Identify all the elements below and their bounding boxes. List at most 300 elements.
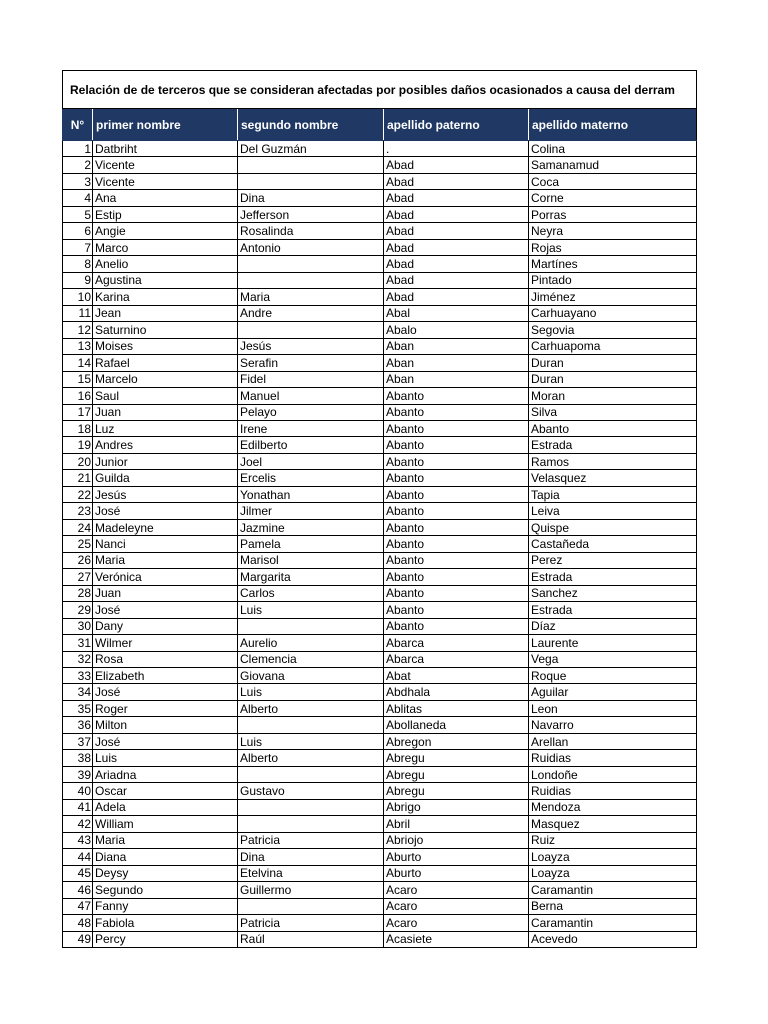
cell-primer-nombre: Marcelo: [93, 371, 238, 387]
cell-primer-nombre: Saturnino: [93, 322, 238, 338]
header-apellido-materno: apellido materno: [529, 109, 697, 141]
cell-apellido-paterno: Abanto: [384, 503, 529, 519]
table-row: [63, 371, 697, 387]
cell-segundo-nombre: [238, 173, 384, 189]
cell-apellido-materno: Quispe: [529, 519, 697, 535]
table-row: [63, 355, 697, 371]
cell-primer-nombre: Jean: [93, 305, 238, 321]
cell-apellido-paterno: Abanto: [384, 420, 529, 436]
table-row: [63, 519, 697, 535]
cell-segundo-nombre: [238, 256, 384, 272]
cell-segundo-nombre: Pelayo: [238, 404, 384, 420]
cell-primer-nombre: Verónica: [93, 569, 238, 585]
cell-apellido-paterno: .: [384, 141, 529, 157]
cell-apellido-materno: Ramos: [529, 453, 697, 469]
cell-primer-nombre: Wilmer: [93, 635, 238, 651]
cell-numero: 19: [63, 437, 93, 453]
table-row: [63, 157, 697, 173]
cell-numero: 26: [63, 552, 93, 568]
table-row: [63, 783, 697, 799]
cell-segundo-nombre: Jilmer: [238, 503, 384, 519]
cell-primer-nombre: Nanci: [93, 536, 238, 552]
cell-apellido-paterno: Abanto: [384, 618, 529, 634]
cell-apellido-materno: Ruidias: [529, 750, 697, 766]
cell-segundo-nombre: Alberto: [238, 700, 384, 716]
cell-primer-nombre: Guilda: [93, 470, 238, 486]
cell-primer-nombre: Luis: [93, 750, 238, 766]
cell-numero: 29: [63, 602, 93, 618]
cell-segundo-nombre: Manuel: [238, 388, 384, 404]
cell-apellido-paterno: Abanto: [384, 486, 529, 502]
header-numero: N°: [63, 109, 93, 141]
cell-apellido-materno: Samanamud: [529, 157, 697, 173]
table-row: [63, 832, 697, 848]
cell-apellido-materno: Colina: [529, 141, 697, 157]
cell-primer-nombre: Rafael: [93, 355, 238, 371]
table-row: [63, 651, 697, 667]
cell-numero: 20: [63, 453, 93, 469]
cell-apellido-paterno: Acasiete: [384, 931, 529, 947]
cell-apellido-materno: Sanchez: [529, 585, 697, 601]
table-row: [63, 602, 697, 618]
table-row: [63, 206, 697, 222]
cell-apellido-paterno: Abregon: [384, 733, 529, 749]
cell-apellido-paterno: Abad: [384, 289, 529, 305]
cell-apellido-paterno: Abal: [384, 305, 529, 321]
cell-segundo-nombre: Jazmine: [238, 519, 384, 535]
table-row: [63, 766, 697, 782]
table-row: [63, 289, 697, 305]
cell-apellido-paterno: Abat: [384, 668, 529, 684]
cell-primer-nombre: José: [93, 684, 238, 700]
cell-apellido-paterno: Abril: [384, 816, 529, 832]
table-row: [63, 190, 697, 206]
table-row: [63, 684, 697, 700]
cell-apellido-materno: Carhuayano: [529, 305, 697, 321]
cell-apellido-paterno: Abad: [384, 157, 529, 173]
cell-numero: 38: [63, 750, 93, 766]
cell-numero: 49: [63, 931, 93, 947]
cell-apellido-materno: Aguilar: [529, 684, 697, 700]
cell-primer-nombre: José: [93, 503, 238, 519]
cell-apellido-materno: Ruidias: [529, 783, 697, 799]
cell-numero: 33: [63, 668, 93, 684]
cell-apellido-paterno: Abanto: [384, 536, 529, 552]
title-row: [63, 71, 697, 109]
cell-apellido-materno: Leiva: [529, 503, 697, 519]
cell-primer-nombre: Fanny: [93, 898, 238, 914]
cell-apellido-paterno: Abanto: [384, 602, 529, 618]
cell-numero: 25: [63, 536, 93, 552]
table-row: [63, 849, 697, 865]
cell-segundo-nombre: Guillermo: [238, 882, 384, 898]
cell-numero: 40: [63, 783, 93, 799]
cell-numero: 39: [63, 766, 93, 782]
table-row: [63, 437, 697, 453]
table-row: [63, 420, 697, 436]
cell-primer-nombre: Vicente: [93, 173, 238, 189]
cell-primer-nombre: Ariadna: [93, 766, 238, 782]
cell-numero: 11: [63, 305, 93, 321]
cell-numero: 32: [63, 651, 93, 667]
cell-apellido-paterno: Abdhala: [384, 684, 529, 700]
cell-numero: 23: [63, 503, 93, 519]
table-row: [63, 569, 697, 585]
cell-numero: 24: [63, 519, 93, 535]
cell-numero: 48: [63, 915, 93, 931]
cell-segundo-nombre: Andre: [238, 305, 384, 321]
cell-segundo-nombre: [238, 898, 384, 914]
cell-apellido-paterno: Abanto: [384, 404, 529, 420]
cell-segundo-nombre: [238, 717, 384, 733]
cell-apellido-materno: Londoñe: [529, 766, 697, 782]
cell-primer-nombre: Fabiola: [93, 915, 238, 931]
table-row: [63, 668, 697, 684]
cell-segundo-nombre: Del Guzmán: [238, 141, 384, 157]
table-row: [63, 239, 697, 255]
cell-apellido-materno: Caramantin: [529, 882, 697, 898]
cell-apellido-materno: Segovia: [529, 322, 697, 338]
cell-segundo-nombre: Ercelis: [238, 470, 384, 486]
table-row: [63, 536, 697, 552]
cell-apellido-paterno: Acaro: [384, 915, 529, 931]
table-row: [63, 931, 697, 947]
cell-apellido-materno: Vega: [529, 651, 697, 667]
cell-numero: 30: [63, 618, 93, 634]
cell-segundo-nombre: Joel: [238, 453, 384, 469]
table-row: [63, 915, 697, 931]
cell-apellido-paterno: Abriojo: [384, 832, 529, 848]
cell-primer-nombre: Andres: [93, 437, 238, 453]
table-row: [63, 453, 697, 469]
cell-apellido-materno: Carhuapoma: [529, 338, 697, 354]
cell-numero: 5: [63, 206, 93, 222]
cell-segundo-nombre: [238, 766, 384, 782]
cell-segundo-nombre: [238, 322, 384, 338]
table-row: [63, 750, 697, 766]
cell-primer-nombre: Karina: [93, 289, 238, 305]
cell-primer-nombre: Milton: [93, 717, 238, 733]
cell-numero: 14: [63, 355, 93, 371]
table-row: [63, 141, 697, 157]
cell-apellido-paterno: Ablitas: [384, 700, 529, 716]
cell-primer-nombre: Estip: [93, 206, 238, 222]
cell-primer-nombre: Junior: [93, 453, 238, 469]
cell-segundo-nombre: Luis: [238, 733, 384, 749]
cell-apellido-materno: Duran: [529, 355, 697, 371]
cell-segundo-nombre: Serafin: [238, 355, 384, 371]
table-row: [63, 635, 697, 651]
table-row: [63, 173, 697, 189]
cell-segundo-nombre: Patricia: [238, 832, 384, 848]
cell-numero: 36: [63, 717, 93, 733]
table-row: [63, 700, 697, 716]
cell-segundo-nombre: Maria: [238, 289, 384, 305]
cell-primer-nombre: Rosa: [93, 651, 238, 667]
cell-numero: 18: [63, 420, 93, 436]
cell-numero: 16: [63, 388, 93, 404]
cell-primer-nombre: Marco: [93, 239, 238, 255]
header-apellido-paterno: apellido paterno: [384, 109, 529, 141]
cell-apellido-paterno: Acaro: [384, 898, 529, 914]
table-row: [63, 552, 697, 568]
table-row: [63, 470, 697, 486]
cell-apellido-materno: Loayza: [529, 849, 697, 865]
cell-segundo-nombre: [238, 618, 384, 634]
cell-numero: 9: [63, 272, 93, 288]
cell-primer-nombre: Adela: [93, 799, 238, 815]
table-row: [63, 898, 697, 914]
cell-segundo-nombre: Marisol: [238, 552, 384, 568]
cell-numero: 41: [63, 799, 93, 815]
table-row: [63, 272, 697, 288]
cell-segundo-nombre: [238, 157, 384, 173]
cell-segundo-nombre: Edilberto: [238, 437, 384, 453]
table-row: [63, 388, 697, 404]
cell-primer-nombre: Agustina: [93, 272, 238, 288]
table-row: [63, 816, 697, 832]
cell-segundo-nombre: Clemencia: [238, 651, 384, 667]
cell-apellido-paterno: Aban: [384, 338, 529, 354]
cell-segundo-nombre: Aurelio: [238, 635, 384, 651]
cell-segundo-nombre: [238, 799, 384, 815]
cell-primer-nombre: Moises: [93, 338, 238, 354]
cell-apellido-materno: Berna: [529, 898, 697, 914]
table-row: [63, 799, 697, 815]
cell-apellido-materno: Silva: [529, 404, 697, 420]
cell-primer-nombre: Deysy: [93, 865, 238, 881]
cell-apellido-materno: Caramantin: [529, 915, 697, 931]
table-row: [63, 882, 697, 898]
cell-numero: 37: [63, 733, 93, 749]
table-row: [63, 223, 697, 239]
cell-segundo-nombre: Patricia: [238, 915, 384, 931]
table-row: [63, 618, 697, 634]
cell-numero: 13: [63, 338, 93, 354]
cell-apellido-paterno: Abregu: [384, 766, 529, 782]
cell-apellido-materno: Abanto: [529, 420, 697, 436]
affected-parties-table: [62, 70, 697, 948]
cell-segundo-nombre: [238, 272, 384, 288]
cell-apellido-materno: Estrada: [529, 569, 697, 585]
cell-primer-nombre: José: [93, 733, 238, 749]
table-row: [63, 338, 697, 354]
cell-numero: 42: [63, 816, 93, 832]
cell-segundo-nombre: Fidel: [238, 371, 384, 387]
cell-primer-nombre: Angie: [93, 223, 238, 239]
cell-primer-nombre: Dany: [93, 618, 238, 634]
cell-apellido-materno: Rojas: [529, 239, 697, 255]
table-row: [63, 585, 697, 601]
table-row: [63, 503, 697, 519]
table-row: [63, 486, 697, 502]
cell-apellido-materno: Loayza: [529, 865, 697, 881]
cell-apellido-paterno: Aburto: [384, 865, 529, 881]
cell-apellido-materno: Navarro: [529, 717, 697, 733]
cell-numero: 21: [63, 470, 93, 486]
cell-segundo-nombre: Luis: [238, 602, 384, 618]
cell-segundo-nombre: Gustavo: [238, 783, 384, 799]
cell-numero: 28: [63, 585, 93, 601]
cell-apellido-materno: Laurente: [529, 635, 697, 651]
cell-apellido-paterno: Abad: [384, 223, 529, 239]
cell-apellido-materno: Castañeda: [529, 536, 697, 552]
cell-apellido-paterno: Abad: [384, 272, 529, 288]
cell-apellido-paterno: Abanto: [384, 585, 529, 601]
cell-primer-nombre: Vicente: [93, 157, 238, 173]
cell-apellido-paterno: Abanto: [384, 519, 529, 535]
cell-primer-nombre: Juan: [93, 404, 238, 420]
cell-segundo-nombre: Raúl: [238, 931, 384, 947]
cell-apellido-paterno: Abalo: [384, 322, 529, 338]
cell-apellido-paterno: Abad: [384, 173, 529, 189]
cell-segundo-nombre: Jefferson: [238, 206, 384, 222]
cell-segundo-nombre: Jesús: [238, 338, 384, 354]
cell-apellido-materno: Martínes: [529, 256, 697, 272]
table-row: [63, 733, 697, 749]
table-row: [63, 305, 697, 321]
cell-apellido-paterno: Abanto: [384, 388, 529, 404]
cell-segundo-nombre: [238, 816, 384, 832]
cell-apellido-paterno: Abregu: [384, 783, 529, 799]
cell-apellido-materno: Porras: [529, 206, 697, 222]
cell-numero: 15: [63, 371, 93, 387]
cell-primer-nombre: Roger: [93, 700, 238, 716]
cell-numero: 6: [63, 223, 93, 239]
header-segundo-nombre: segundo nombre: [238, 109, 384, 141]
cell-segundo-nombre: Dina: [238, 190, 384, 206]
sheet-title: Relación de de terceros que se consideran afectadas por posibles daños ocasionados a causa del derram: [63, 71, 697, 109]
cell-segundo-nombre: Rosalinda: [238, 223, 384, 239]
cell-numero: 12: [63, 322, 93, 338]
cell-segundo-nombre: Antonio: [238, 239, 384, 255]
cell-apellido-materno: Masquez: [529, 816, 697, 832]
cell-segundo-nombre: Yonathan: [238, 486, 384, 502]
cell-primer-nombre: Elizabeth: [93, 668, 238, 684]
cell-numero: 46: [63, 882, 93, 898]
cell-apellido-materno: Duran: [529, 371, 697, 387]
cell-apellido-materno: Velasquez: [529, 470, 697, 486]
cell-segundo-nombre: Etelvina: [238, 865, 384, 881]
cell-numero: 45: [63, 865, 93, 881]
cell-numero: 8: [63, 256, 93, 272]
cell-apellido-materno: Jiménez: [529, 289, 697, 305]
cell-primer-nombre: William: [93, 816, 238, 832]
cell-primer-nombre: Percy: [93, 931, 238, 947]
cell-segundo-nombre: Irene: [238, 420, 384, 436]
cell-primer-nombre: Oscar: [93, 783, 238, 799]
cell-apellido-paterno: Abad: [384, 206, 529, 222]
cell-apellido-paterno: Abarca: [384, 651, 529, 667]
cell-apellido-paterno: Aburto: [384, 849, 529, 865]
table-row: [63, 322, 697, 338]
cell-apellido-paterno: Acaro: [384, 882, 529, 898]
cell-apellido-materno: Neyra: [529, 223, 697, 239]
cell-apellido-paterno: Aban: [384, 371, 529, 387]
cell-primer-nombre: Maria: [93, 832, 238, 848]
cell-apellido-materno: Pintado: [529, 272, 697, 288]
cell-numero: 2: [63, 157, 93, 173]
cell-primer-nombre: Segundo: [93, 882, 238, 898]
cell-primer-nombre: Maria: [93, 552, 238, 568]
cell-apellido-materno: Díaz: [529, 618, 697, 634]
cell-primer-nombre: José: [93, 602, 238, 618]
cell-primer-nombre: Madeleyne: [93, 519, 238, 535]
cell-apellido-materno: Leon: [529, 700, 697, 716]
cell-apellido-paterno: Abanto: [384, 569, 529, 585]
cell-apellido-paterno: Abarca: [384, 635, 529, 651]
cell-numero: 47: [63, 898, 93, 914]
cell-numero: 17: [63, 404, 93, 420]
cell-apellido-materno: Moran: [529, 388, 697, 404]
cell-apellido-paterno: Abanto: [384, 552, 529, 568]
cell-numero: 31: [63, 635, 93, 651]
cell-primer-nombre: Datbriht: [93, 141, 238, 157]
cell-apellido-paterno: Aban: [384, 355, 529, 371]
cell-numero: 10: [63, 289, 93, 305]
cell-apellido-materno: Estrada: [529, 437, 697, 453]
cell-apellido-materno: Ruiz: [529, 832, 697, 848]
cell-apellido-materno: Tapia: [529, 486, 697, 502]
cell-numero: 44: [63, 849, 93, 865]
cell-numero: 4: [63, 190, 93, 206]
header-row: [63, 109, 697, 141]
cell-apellido-paterno: Abrigo: [384, 799, 529, 815]
cell-apellido-paterno: Abad: [384, 256, 529, 272]
cell-segundo-nombre: Pamela: [238, 536, 384, 552]
cell-numero: 3: [63, 173, 93, 189]
cell-numero: 34: [63, 684, 93, 700]
cell-segundo-nombre: Luis: [238, 684, 384, 700]
cell-apellido-materno: Acevedo: [529, 931, 697, 947]
cell-primer-nombre: Anelio: [93, 256, 238, 272]
cell-segundo-nombre: Giovana: [238, 668, 384, 684]
table-body: [63, 141, 697, 948]
cell-apellido-materno: Mendoza: [529, 799, 697, 815]
cell-segundo-nombre: Alberto: [238, 750, 384, 766]
cell-numero: 35: [63, 700, 93, 716]
cell-primer-nombre: Jesús: [93, 486, 238, 502]
cell-apellido-materno: Arellan: [529, 733, 697, 749]
cell-primer-nombre: Diana: [93, 849, 238, 865]
table-row: [63, 256, 697, 272]
table-row: [63, 404, 697, 420]
cell-apellido-paterno: Abad: [384, 190, 529, 206]
cell-primer-nombre: Juan: [93, 585, 238, 601]
cell-apellido-materno: Corne: [529, 190, 697, 206]
cell-apellido-materno: Coca: [529, 173, 697, 189]
cell-apellido-paterno: Abregu: [384, 750, 529, 766]
cell-numero: 7: [63, 239, 93, 255]
header-primer-nombre: primer nombre: [93, 109, 238, 141]
cell-primer-nombre: Luz: [93, 420, 238, 436]
cell-apellido-materno: Perez: [529, 552, 697, 568]
cell-numero: 1: [63, 141, 93, 157]
cell-apellido-paterno: Abanto: [384, 437, 529, 453]
cell-segundo-nombre: Margarita: [238, 569, 384, 585]
cell-apellido-paterno: Abad: [384, 239, 529, 255]
cell-numero: 43: [63, 832, 93, 848]
table-row: [63, 717, 697, 733]
cell-numero: 22: [63, 486, 93, 502]
cell-segundo-nombre: Carlos: [238, 585, 384, 601]
cell-apellido-paterno: Abanto: [384, 453, 529, 469]
cell-apellido-materno: Estrada: [529, 602, 697, 618]
table-row: [63, 865, 697, 881]
cell-apellido-materno: Roque: [529, 668, 697, 684]
cell-numero: 27: [63, 569, 93, 585]
cell-primer-nombre: Ana: [93, 190, 238, 206]
